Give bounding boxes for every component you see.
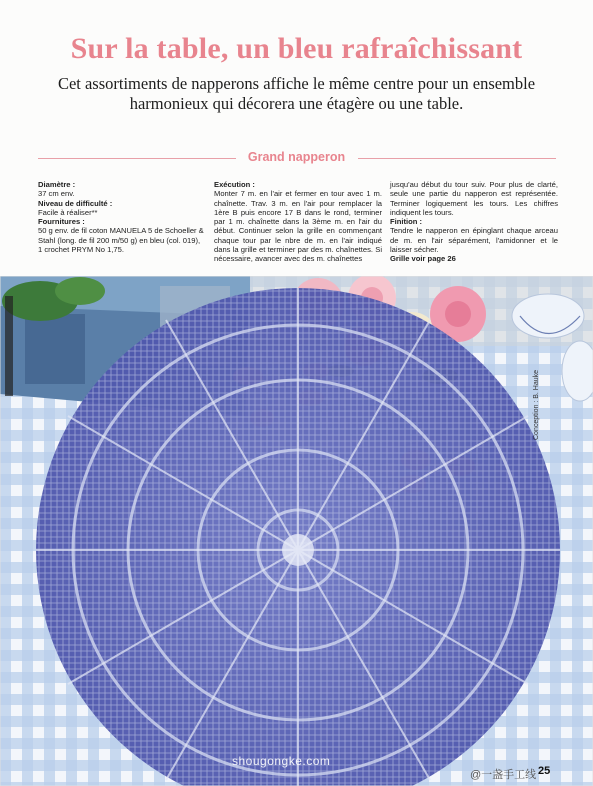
- difficulte-label: Niveau de difficulté :: [38, 198, 113, 208]
- diametre-value: 37 cm env.: [38, 189, 75, 199]
- text-column-2: [214, 180, 382, 264]
- section-rule-right: [358, 158, 556, 159]
- finition-label: Finition :: [390, 217, 423, 227]
- execution-text: Monter 7 m. en l'air et fermer en tour avec 1 m. chaînette. Trav. 3 m. en l'air pour remplacer la 1ère B puis encore 17 B dans le rond, terminer par 1 m. chaînette dans la 3ème m. en l'air du début. Continuer selon la grille en commençant chaque tour par le nbre de m. en l'air indiqué dans la grille et terminer par des m. chaînettes. Si nécessaire, avancer avec des m. chaînettes: [214, 189, 382, 264]
- execution-continuation: jusqu'au début du tour suiv. Pour plus de clarté, seule une partie du napperon est représentée. Terminer logiquement les tours. Les chiffres indiquent les tours.: [390, 180, 558, 217]
- fournitures-value: 50 g env. de fil coton MANUELA 5 de Schoeller & Stahl (long. de fil 200 m/50 g) en bleu (col. 019), 1 crochet PRYM No 1,75.: [38, 226, 204, 255]
- section-title: Grand napperon: [247, 150, 346, 164]
- page-title: Sur la table, un bleu rafraîchissant: [70, 32, 523, 65]
- diametre-label: Diamètre :: [38, 180, 76, 189]
- fournitures-label: Fournitures :: [38, 217, 85, 227]
- grille-reference: Grille voir page 26: [390, 254, 456, 264]
- doily-photo: [0, 276, 593, 786]
- page-subtitle: Cet assortiments de napperons affiche le même centre pour un ensemble harmonieux qui décorera une étagère ou une table.: [57, 74, 536, 113]
- photo-credit: Conception : B. Hauke: [533, 369, 540, 440]
- watermark-center: shougongke.com: [232, 754, 331, 768]
- watermark-right: @一盏手工线: [470, 769, 537, 781]
- text-column-3: [390, 180, 558, 264]
- execution-label: Exécution :: [214, 180, 255, 189]
- doily-photo-svg: [0, 276, 593, 786]
- text-column-1: [38, 180, 206, 254]
- page-number: 25: [538, 765, 551, 777]
- difficulte-value: Facile à réaliser**: [38, 207, 98, 217]
- finition-text: Tendre le napperon en épinglant chaque arceau de m. en l'air séparément, l'amidonner et le laisser sécher.: [390, 226, 558, 255]
